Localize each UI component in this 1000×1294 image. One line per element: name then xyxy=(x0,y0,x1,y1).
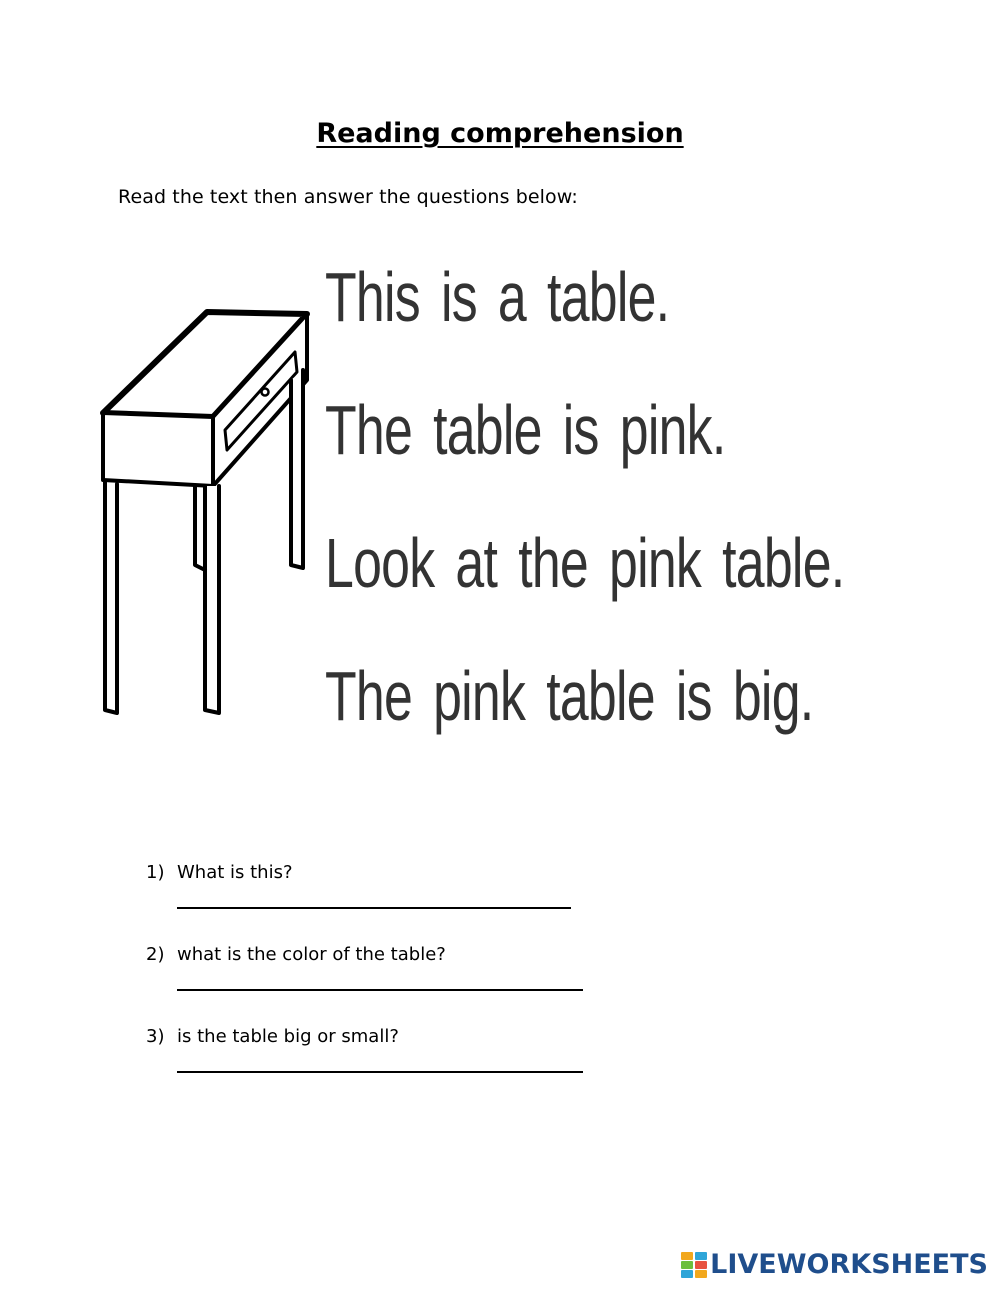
story-line: Look at the pink table. xyxy=(325,524,845,602)
brand-name: LIVEWORKSHEETS xyxy=(710,1249,988,1280)
question-number: 3) xyxy=(146,1026,165,1047)
liveworksheets-logo-icon xyxy=(680,1251,708,1279)
question-list xyxy=(146,860,626,1106)
question-item xyxy=(146,942,626,1024)
answer-field[interactable] xyxy=(177,1071,583,1073)
question-item xyxy=(146,1024,626,1106)
question-text: is the table big or small? xyxy=(177,1026,399,1047)
question-text: what is the color of the table? xyxy=(177,944,446,965)
story-line: This is a table. xyxy=(325,258,670,336)
question-number: 2) xyxy=(146,944,165,965)
question-item xyxy=(146,860,626,942)
question-number: 1) xyxy=(146,862,165,883)
answer-field[interactable] xyxy=(177,907,571,909)
instruction-text: Read the text then answer the questions below: xyxy=(118,186,578,208)
story-line: The table is pink. xyxy=(325,391,726,469)
answer-field[interactable] xyxy=(177,989,583,991)
question-text: What is this? xyxy=(177,862,293,883)
brand-logo xyxy=(680,1249,988,1280)
story-text xyxy=(325,258,885,794)
page-title: Reading comprehension xyxy=(316,118,684,149)
story-line: The pink table is big. xyxy=(325,657,814,735)
table-icon xyxy=(95,300,315,725)
